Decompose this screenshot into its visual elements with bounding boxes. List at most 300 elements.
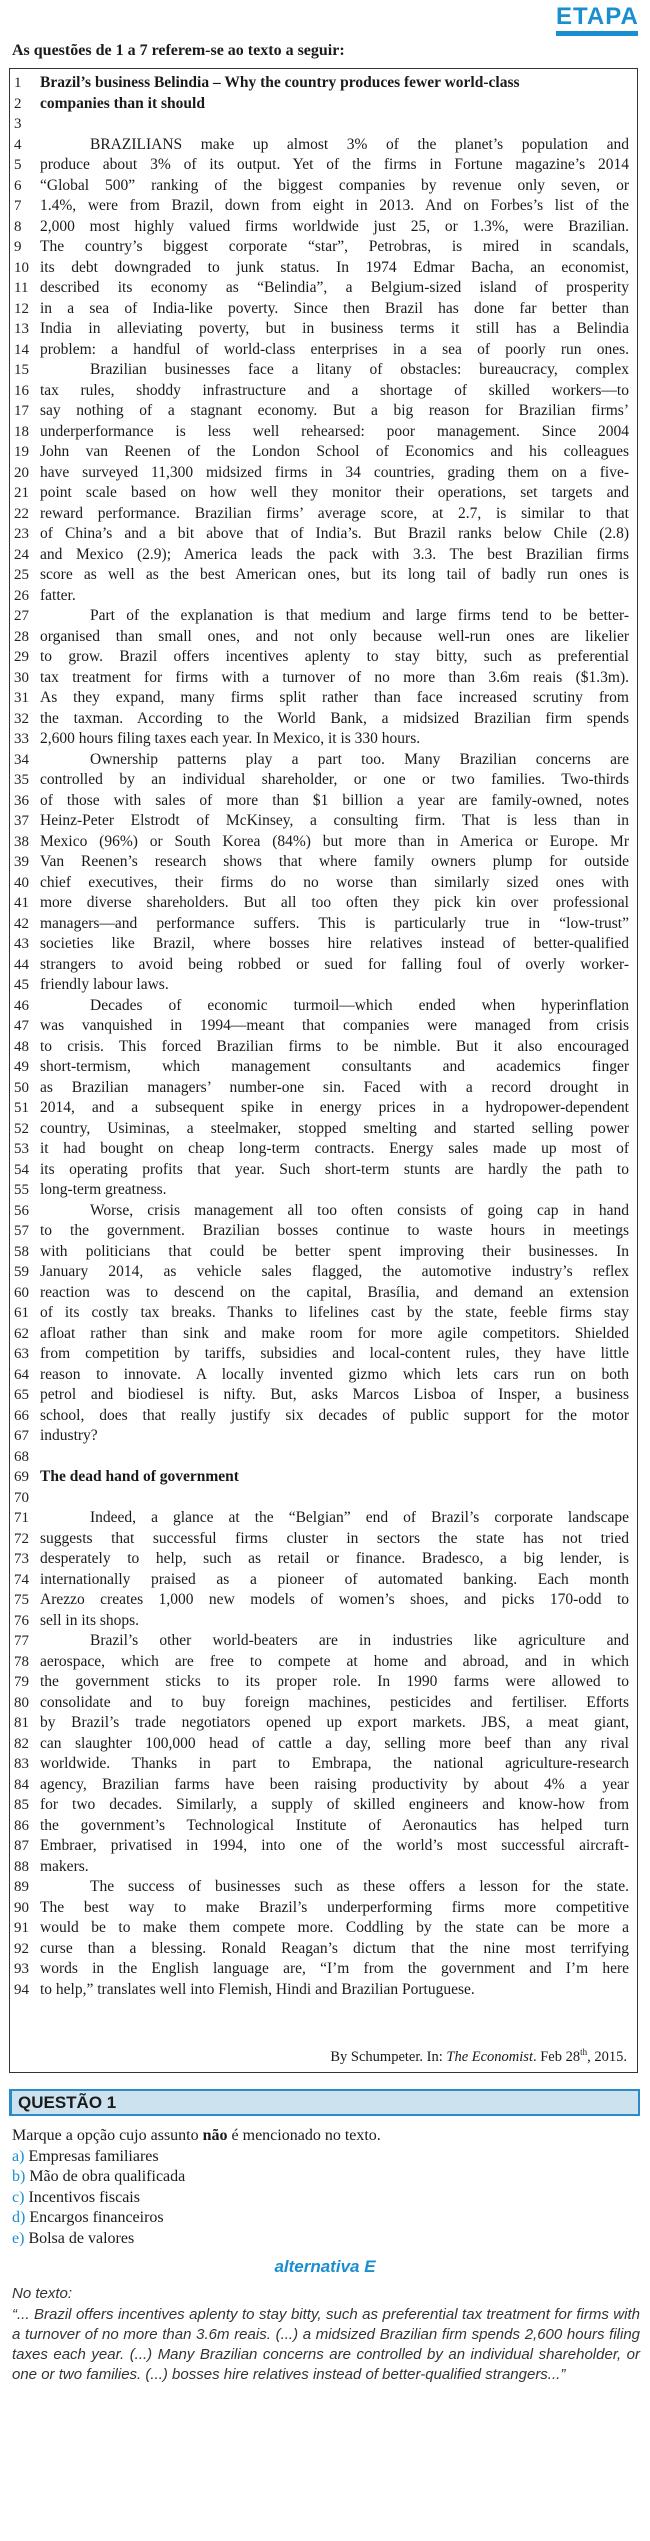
line-text: January 2014, as vehicle sales flagged, the automotive industry’s reflex xyxy=(40,1263,629,1280)
line-text: it had bought on cheap long-term contracts. Energy sales made up most of xyxy=(40,1140,629,1157)
line-text: described its economy as “Belindia”, a Belgium-sized island of prosperity xyxy=(40,279,629,296)
line-text: more diverse shareholders. But all too often they pick kin over professional xyxy=(40,894,629,911)
text-line xyxy=(14,1631,629,1652)
option-text: Bolsa de valores xyxy=(28,2229,135,2247)
text-line xyxy=(14,975,629,996)
text-line xyxy=(14,688,629,709)
line-number: 82 xyxy=(14,1735,29,1752)
text-line xyxy=(14,1057,629,1078)
text-line xyxy=(14,176,629,197)
text-line xyxy=(14,196,629,217)
line-number: 27 xyxy=(14,608,29,624)
line-number: 75 xyxy=(14,1592,29,1608)
line-number: 23 xyxy=(14,526,29,542)
line-number: 67 xyxy=(14,1428,29,1444)
line-number: 1 xyxy=(14,75,22,91)
line-text: Mexico (96%) or South Korea (84%) but more than in America or Europe. Mr xyxy=(40,832,629,850)
line-text: from competition by tariffs, subsidies and local-content rules, they have little xyxy=(40,1345,629,1362)
line-text: controlled by an individual shareholder, or one or two families. Two-thirds xyxy=(40,771,629,788)
line-text: 1.4%, were from Brazil, down from eight in 2013. And on Forbes’s list of the xyxy=(40,197,629,214)
text-line xyxy=(14,627,629,648)
text-line xyxy=(14,1877,629,1898)
line-text: John van Reenen of the London School of Economics and his colleagues xyxy=(40,443,629,460)
text-line xyxy=(14,1611,629,1632)
text-line xyxy=(14,811,629,832)
line-text: Decades of economic turmoil—which ended when hyperinflation xyxy=(90,996,629,1014)
logo-underline xyxy=(556,31,638,36)
text-line xyxy=(14,1037,629,1058)
line-text: reaction was to descend on the capital, Brasília, and demand an extension xyxy=(40,1283,629,1301)
text-line xyxy=(14,1201,629,1222)
line-text: would be to make them compete more. Coddling by the state can be more a xyxy=(40,1919,629,1936)
line-text: organised than small ones, and not only because well-run ones are likelier xyxy=(40,627,629,645)
line-text: in a sea of India-like poverty. Since then Brazil has done far better than xyxy=(40,299,629,317)
line-text: “Global 500” ranking of the biggest companies by revenue only seven, or xyxy=(40,176,629,194)
line-number: 44 xyxy=(14,956,29,973)
text-line xyxy=(14,565,629,586)
text-line xyxy=(14,852,629,873)
line-text: 2014, and a subsequent spike in energy prices in a hydropower-dependent xyxy=(40,1099,629,1116)
answer-label: alternativa E xyxy=(274,2257,376,2276)
line-number: 83 xyxy=(14,1756,29,1772)
text-line xyxy=(14,1816,629,1837)
line-text: of those with sales of more than $1 billion a year are family-owned, notes xyxy=(40,791,629,809)
text-line xyxy=(14,1160,629,1181)
text-line xyxy=(14,750,629,771)
line-number: 93 xyxy=(14,1961,29,1977)
line-number: 48 xyxy=(14,1038,29,1055)
line-text: Ownership patterns play a part too. Many Brazilian concerns are xyxy=(90,750,629,768)
line-number: 7 xyxy=(14,198,22,214)
line-number: 80 xyxy=(14,1694,29,1711)
text-line xyxy=(14,1529,629,1550)
line-text: managers—and performance suffers. This is particularly true in “low-trust” xyxy=(40,914,629,932)
text-line xyxy=(14,668,629,689)
text-line xyxy=(14,1672,629,1693)
text-line xyxy=(14,1016,629,1037)
option-key: e) xyxy=(12,2229,25,2247)
option-text: Mão de obra qualificada xyxy=(29,2168,186,2185)
option-key: a) xyxy=(12,2147,25,2165)
text-line xyxy=(14,1283,629,1304)
text-line xyxy=(14,1918,629,1939)
line-number: 37 xyxy=(14,813,29,829)
text-line xyxy=(14,73,629,94)
line-number: 33 xyxy=(14,731,29,747)
line-number: 94 xyxy=(14,1981,29,1998)
source-prefix: By Schumpeter. In: xyxy=(330,2049,447,2065)
line-text: 2,000 most highly valued firms worldwide just 25, or 1.3%, were Brazilian. xyxy=(40,217,629,235)
text-line xyxy=(14,463,629,484)
text-line xyxy=(14,832,629,853)
line-number: 45 xyxy=(14,977,29,993)
text-line xyxy=(14,94,629,115)
question-prompt xyxy=(12,2126,638,2147)
text-line xyxy=(14,1180,629,1201)
text-line xyxy=(14,1795,629,1816)
text-line xyxy=(14,791,629,812)
line-text: reward performance. Brazilian firms’ average score, at 2.7, is similar to that xyxy=(40,504,629,522)
line-text: to the government. Brazilian bosses continue to waste hours in meetings xyxy=(40,1222,629,1239)
source-sup: th xyxy=(580,2047,588,2058)
text-line xyxy=(14,1242,629,1263)
line-number: 22 xyxy=(14,505,29,522)
prompt-bold: não xyxy=(202,2127,228,2144)
text-line xyxy=(14,299,629,320)
line-number: 56 xyxy=(14,1202,29,1219)
line-text: Part of the explanation is that medium and large firms tend to be better- xyxy=(90,607,629,624)
line-number: 29 xyxy=(14,649,29,665)
text-line xyxy=(14,1693,629,1714)
text-line xyxy=(14,1262,629,1283)
line-text: score as well as the best American ones, but its long tail of badly run ones is xyxy=(40,566,629,583)
text-line xyxy=(14,442,629,463)
line-number: 86 xyxy=(14,1817,29,1834)
line-text: the government sticks to its proper role. In 1990 farms were allowed to xyxy=(40,1673,629,1690)
line-number: 10 xyxy=(14,259,29,276)
source-date: . Feb 28 xyxy=(532,2049,581,2065)
line-number: 49 xyxy=(14,1059,29,1075)
line-text: produce about 3% of its output. Yet of the firms in Fortune magazine’s 2014 xyxy=(40,156,629,173)
line-text: tax rules, shoddy infrastructure and a shortage of skilled workers—to xyxy=(40,381,629,399)
text-line xyxy=(14,873,629,894)
option-text: Encargos financeiros xyxy=(29,2209,164,2226)
line-number: 76 xyxy=(14,1612,29,1629)
line-text: fatter. xyxy=(40,586,76,604)
line-number: 26 xyxy=(14,587,29,604)
answer-option xyxy=(12,2147,638,2168)
line-number: 62 xyxy=(14,1325,29,1342)
text-line xyxy=(14,586,629,607)
text-line xyxy=(14,996,629,1017)
line-number: 92 xyxy=(14,1940,29,1957)
text-line xyxy=(14,1139,629,1160)
line-number: 69 xyxy=(14,1469,29,1485)
line-number: 11 xyxy=(14,280,29,296)
line-number: 18 xyxy=(14,423,29,440)
text-line xyxy=(14,709,629,730)
text-line xyxy=(14,1447,629,1468)
line-number: 34 xyxy=(14,751,29,768)
text-line xyxy=(14,1365,629,1386)
text-line xyxy=(14,1713,629,1734)
line-text: Arezzo creates 1,000 new models of women’s shoes, and picks 170-odd to xyxy=(40,1591,629,1608)
text-line xyxy=(14,1857,629,1878)
line-text: desperately to help, such as retail or finance. Bradesco, a big lender, is xyxy=(40,1550,629,1567)
text-line xyxy=(14,606,629,627)
line-number: 42 xyxy=(14,915,29,932)
line-number: 78 xyxy=(14,1653,29,1670)
text-line xyxy=(14,770,629,791)
line-number: 46 xyxy=(14,997,29,1014)
line-text: 2,600 hours filing taxes each year. In Mexico, it is 330 hours. xyxy=(40,730,421,747)
text-line xyxy=(14,1570,629,1591)
text-line xyxy=(14,1221,629,1242)
line-number: 77 xyxy=(14,1633,29,1649)
intro-heading: As questões de 1 a 7 referem-se ao texto a seguir: xyxy=(12,42,345,59)
article-source xyxy=(330,2047,627,2066)
line-number: 84 xyxy=(14,1776,29,1793)
line-number: 73 xyxy=(14,1551,29,1567)
text-line xyxy=(14,258,629,279)
line-text: Heinz-Peter Elstrodt of McKinsey, a consulting firm. That is less than in xyxy=(40,812,629,829)
line-text: underperformance is less well rehearsed: poor management. Since 2004 xyxy=(40,422,629,440)
line-number: 15 xyxy=(14,362,29,378)
line-number: 81 xyxy=(14,1715,29,1731)
line-number: 9 xyxy=(14,239,22,255)
note-label: No texto: xyxy=(12,2285,73,2302)
text-line xyxy=(14,1406,629,1427)
line-number: 85 xyxy=(14,1797,29,1813)
line-number: 60 xyxy=(14,1284,29,1301)
text-line xyxy=(14,1467,629,1488)
line-number: 16 xyxy=(14,382,29,399)
line-text: sell in its shops. xyxy=(40,1611,140,1629)
text-line xyxy=(14,1754,629,1775)
line-text: for two decades. Similarly, a supply of skilled engineers and know-how from xyxy=(40,1796,629,1813)
line-text: to crisis. This forced Brazilian firms to be nimble. But it also encouraged xyxy=(40,1037,629,1055)
question-body xyxy=(12,2126,638,2249)
text-line xyxy=(14,1488,629,1509)
text-line xyxy=(14,1775,629,1796)
text-line xyxy=(14,360,629,381)
answer-option xyxy=(12,2208,638,2229)
line-text: aerospace, which are free to compete at home and abroad, and in which xyxy=(40,1652,629,1670)
line-number: 74 xyxy=(14,1571,29,1588)
line-number: 40 xyxy=(14,874,29,891)
text-line xyxy=(14,1508,629,1529)
line-number: 5 xyxy=(14,157,22,173)
line-number: 35 xyxy=(14,772,29,788)
text-line xyxy=(14,237,629,258)
line-number: 24 xyxy=(14,546,29,563)
line-text: have surveyed 11,300 midsized firms in 34 countries, grading them on a five- xyxy=(40,463,629,481)
line-number: 13 xyxy=(14,321,29,337)
line-number: 54 xyxy=(14,1161,29,1178)
text-line xyxy=(14,524,629,545)
answer-option xyxy=(12,2229,638,2250)
line-number: 79 xyxy=(14,1674,29,1690)
text-line xyxy=(14,1324,629,1345)
text-line xyxy=(14,1652,629,1673)
line-number: 36 xyxy=(14,792,29,809)
line-text: The dead hand of government xyxy=(40,1468,239,1485)
option-text: Empresas familiares xyxy=(28,2147,159,2165)
line-text: its debt downgraded to junk status. In 1974 Edmar Bacha, an economist, xyxy=(40,258,629,276)
line-text: makers. xyxy=(40,1857,89,1875)
line-text: tax treatment for firms with a turnover of no more than 3.6m reais ($1.3m). xyxy=(40,668,629,686)
line-text: was vanquished in 1994—meant that companies were managed from crisis xyxy=(40,1017,629,1034)
line-text: worldwide. Thanks in part to Embrapa, the national agriculture-research xyxy=(40,1755,629,1772)
option-key: d) xyxy=(12,2209,26,2226)
line-number: 31 xyxy=(14,690,29,706)
line-number: 71 xyxy=(14,1510,29,1526)
line-number: 28 xyxy=(14,628,29,645)
line-number: 4 xyxy=(14,136,22,153)
line-number: 51 xyxy=(14,1100,29,1116)
text-line xyxy=(14,1980,629,2001)
line-text: industry? xyxy=(40,1427,98,1444)
line-number: 68 xyxy=(14,1448,29,1465)
text-line xyxy=(14,647,629,668)
line-number: 88 xyxy=(14,1858,29,1875)
text-line xyxy=(14,340,629,361)
line-text: Embraer, privatised in 1994, into one of the world’s most successful aircraft- xyxy=(40,1837,629,1854)
line-number: 70 xyxy=(14,1489,29,1506)
line-text: school, does that really justify six decades of public support for the motor xyxy=(40,1406,629,1424)
text-line xyxy=(14,217,629,238)
line-text: short-termism, which management consultants and academics finger xyxy=(40,1058,629,1075)
line-text: India in alleviating poverty, but in business terms it still has a Belindia xyxy=(40,320,629,337)
line-number: 72 xyxy=(14,1530,29,1547)
text-line xyxy=(14,155,629,176)
line-number: 91 xyxy=(14,1920,29,1936)
line-number: 14 xyxy=(14,341,29,358)
text-line xyxy=(14,1426,629,1447)
line-number: 8 xyxy=(14,218,22,235)
line-text: agency, Brazilian farms have been raising productivity by about 4% a year xyxy=(40,1775,629,1793)
text-line xyxy=(14,278,629,299)
prompt-after: é mencionado no texto. xyxy=(227,2127,381,2144)
text-line xyxy=(14,1385,629,1406)
text-line xyxy=(14,1939,629,1960)
logo-text: ETAPA xyxy=(556,3,639,30)
text-line xyxy=(14,1734,629,1755)
line-text: of its costly tax breaks. Thanks to lifelines cast by the state, feeble firms stay xyxy=(40,1304,629,1321)
line-text: internationally praised as a pioneer of automated banking. Each month xyxy=(40,1570,629,1588)
line-number: 52 xyxy=(14,1120,29,1137)
text-line xyxy=(14,1098,629,1119)
line-text: friendly labour laws. xyxy=(40,976,169,993)
article-lines xyxy=(14,73,629,2000)
line-text: say nothing of a stagnant economy. But a big reason for Brazilian firms’ xyxy=(40,402,629,419)
line-number: 55 xyxy=(14,1182,29,1198)
line-number: 57 xyxy=(14,1223,29,1239)
line-text: suggests that successful firms cluster in sectors the state has not tried xyxy=(40,1529,629,1547)
text-line xyxy=(14,1549,629,1570)
text-line xyxy=(14,729,629,750)
line-number: 41 xyxy=(14,895,29,911)
line-number: 2 xyxy=(14,95,22,112)
line-number: 65 xyxy=(14,1387,29,1403)
line-text: petrol and biodiesel is nifty. But, asks Marcos Lisboa of Insper, a business xyxy=(40,1386,629,1403)
text-line xyxy=(14,1959,629,1980)
line-text: Worse, crisis management all too often consists of going cap in hand xyxy=(90,1201,629,1219)
text-line xyxy=(14,1119,629,1140)
line-text: by Brazil’s trade negotiators opened up export markets. JBS, a meat giant, xyxy=(40,1714,629,1731)
answer-option xyxy=(12,2188,638,2209)
line-number: 17 xyxy=(14,403,29,419)
text-line xyxy=(14,483,629,504)
line-text: consolidate and to buy foreign machines, pesticides and fertiliser. Efforts xyxy=(40,1693,629,1711)
line-text: problem: a handful of world-class enterprises in a sea of poorly run ones. xyxy=(40,340,629,358)
text-line xyxy=(14,1836,629,1857)
text-line xyxy=(14,114,629,135)
source-year: , 2015. xyxy=(587,2049,627,2065)
line-number: 63 xyxy=(14,1346,29,1362)
etapa-logo xyxy=(556,3,639,40)
text-line xyxy=(14,135,629,156)
line-text: to help,” translates well into Flemish, Hindi and Brazilian Portuguese. xyxy=(40,1980,475,1998)
line-number: 3 xyxy=(14,116,22,132)
line-text: to grow. Brazil offers incentives aplenty to stay bitty, such as preferential xyxy=(40,648,629,665)
line-text: Van Reenen’s research shows that where family owners plump for outside xyxy=(40,853,629,870)
line-text: afloat rather than sink and make room for more agile competitors. Shielded xyxy=(40,1324,629,1342)
line-text: companies than it should xyxy=(40,94,205,112)
text-line xyxy=(14,955,629,976)
line-number: 66 xyxy=(14,1407,29,1424)
line-number: 20 xyxy=(14,464,29,481)
line-text: Indeed, a glance at the “Belgian” end of Brazil’s corporate landscape xyxy=(90,1509,629,1526)
text-line xyxy=(14,504,629,525)
line-number: 50 xyxy=(14,1079,29,1096)
option-key: b) xyxy=(12,2168,26,2185)
text-line xyxy=(14,1078,629,1099)
line-text: Brazil’s business Belindia – Why the country produces fewer world-class xyxy=(40,74,520,91)
line-text: As they expand, many firms split rather than face increased scrutiny from xyxy=(40,689,629,706)
source-publication: The Economist xyxy=(446,2049,533,2065)
question-header: QUESTÃO 1 xyxy=(9,2089,640,2116)
option-text: Incentivos fiscais xyxy=(28,2188,140,2206)
text-line xyxy=(14,1898,629,1919)
line-number: 32 xyxy=(14,710,29,727)
line-text: as Brazilian managers’ number-one sin. Faced with a record drought in xyxy=(40,1078,629,1096)
line-text: reason to innovate. A locally invented gizmo which lets cars run on both xyxy=(40,1365,629,1383)
line-text: chief executives, their firms do no worse than similarly sized ones with xyxy=(40,873,629,891)
line-text: curse than a blessing. Ronald Reagan’s dictum that the nine most terrifying xyxy=(40,1939,629,1957)
line-number: 19 xyxy=(14,444,29,460)
text-line xyxy=(14,545,629,566)
line-text: point scale based on how well they monitor their operations, set targets and xyxy=(40,484,629,501)
line-text: strangers to avoid being robbed or sued for falling foul of overly worker- xyxy=(40,955,629,973)
line-text: Brazilian businesses face a litany of obstacles: bureaucracy, complex xyxy=(90,361,629,378)
line-number: 43 xyxy=(14,936,29,952)
line-number: 59 xyxy=(14,1264,29,1280)
line-number: 61 xyxy=(14,1305,29,1321)
line-text: words in the English language are, “I’m from the government and I’m here xyxy=(40,1960,629,1977)
line-text: with politicians that could be better spent improving their businesses. In xyxy=(40,1242,629,1260)
line-text: Brazil’s other world-beaters are in industries like agriculture and xyxy=(90,1632,629,1649)
line-text: the taxman. According to the World Bank, a midsized Brazilian firm spends xyxy=(40,709,629,727)
line-text: the government’s Technological Institute of Aeronautics has helped turn xyxy=(40,1816,629,1834)
line-number: 53 xyxy=(14,1141,29,1157)
line-number: 30 xyxy=(14,669,29,686)
text-line xyxy=(14,914,629,935)
line-number: 58 xyxy=(14,1243,29,1260)
line-number: 87 xyxy=(14,1838,29,1854)
text-line xyxy=(14,422,629,443)
text-line xyxy=(14,401,629,422)
line-text: its operating profits that year. Such short-term stunts are hardly the path to xyxy=(40,1160,629,1178)
text-line xyxy=(14,1344,629,1365)
line-number: 38 xyxy=(14,833,29,850)
line-number: 90 xyxy=(14,1899,29,1916)
text-line xyxy=(14,1590,629,1611)
answer-options xyxy=(12,2147,638,2250)
line-text: societies like Brazil, where bosses hire relatives instead of better-qualified xyxy=(40,935,629,952)
article-textbox xyxy=(9,68,638,2073)
text-line xyxy=(14,934,629,955)
line-text: can slaughter 100,000 head of cattle a day, selling more beef than any rival xyxy=(40,1734,629,1752)
line-number: 6 xyxy=(14,177,22,194)
option-key: c) xyxy=(12,2188,25,2206)
text-line xyxy=(14,381,629,402)
line-text: and Mexico (2.9); America leads the pack with 3.3. The best Brazilian firms xyxy=(40,545,629,563)
line-number: 25 xyxy=(14,567,29,583)
line-text: The success of businesses such as these offers a lesson for the state. xyxy=(90,1878,629,1895)
line-number: 12 xyxy=(14,300,29,317)
answer-option xyxy=(12,2167,638,2188)
